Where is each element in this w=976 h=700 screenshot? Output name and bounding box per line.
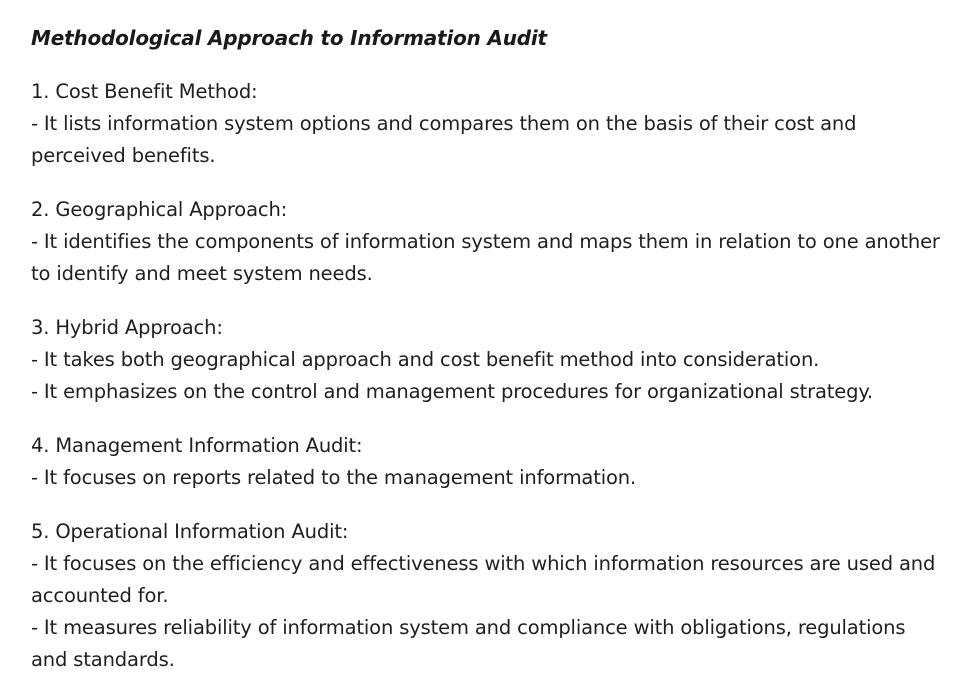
section-heading: 4. Management Information Audit: bbox=[31, 434, 363, 457]
section-heading: 5. Operational Information Audit: bbox=[31, 520, 349, 543]
section-geographical-approach bbox=[31, 194, 945, 290]
bullet-item: - It identifies the components of information system and maps them in relation to one another to identify and meet system needs. bbox=[31, 230, 940, 285]
section-operational-information-audit bbox=[31, 516, 945, 676]
bullet-item: - It emphasizes on the control and management procedures for organizational strategy. bbox=[31, 380, 873, 403]
section-management-information-audit bbox=[31, 430, 945, 494]
section-heading: 2. Geographical Approach: bbox=[31, 198, 288, 221]
section-cost-benefit-method bbox=[31, 76, 945, 172]
bullet-item: - It focuses on the efficiency and effectiveness with which information resources are used and accounted for. bbox=[31, 552, 936, 607]
bullet-item: - It focuses on reports related to the management information. bbox=[31, 466, 637, 489]
document-title: Methodological Approach to Information Audit bbox=[31, 26, 547, 50]
section-hybrid-approach bbox=[31, 312, 945, 408]
bullet-item: - It takes both geographical approach and cost benefit method into consideration. bbox=[31, 348, 820, 371]
bullet-item: - It measures reliability of information system and compliance with obligations, regulations and standards. bbox=[31, 616, 906, 671]
bullet-item: - It lists information system options and compares them on the basis of their cost and perceived benefits. bbox=[31, 112, 857, 167]
section-heading: 1. Cost Benefit Method: bbox=[31, 80, 258, 103]
section-heading: 3. Hybrid Approach: bbox=[31, 316, 223, 339]
